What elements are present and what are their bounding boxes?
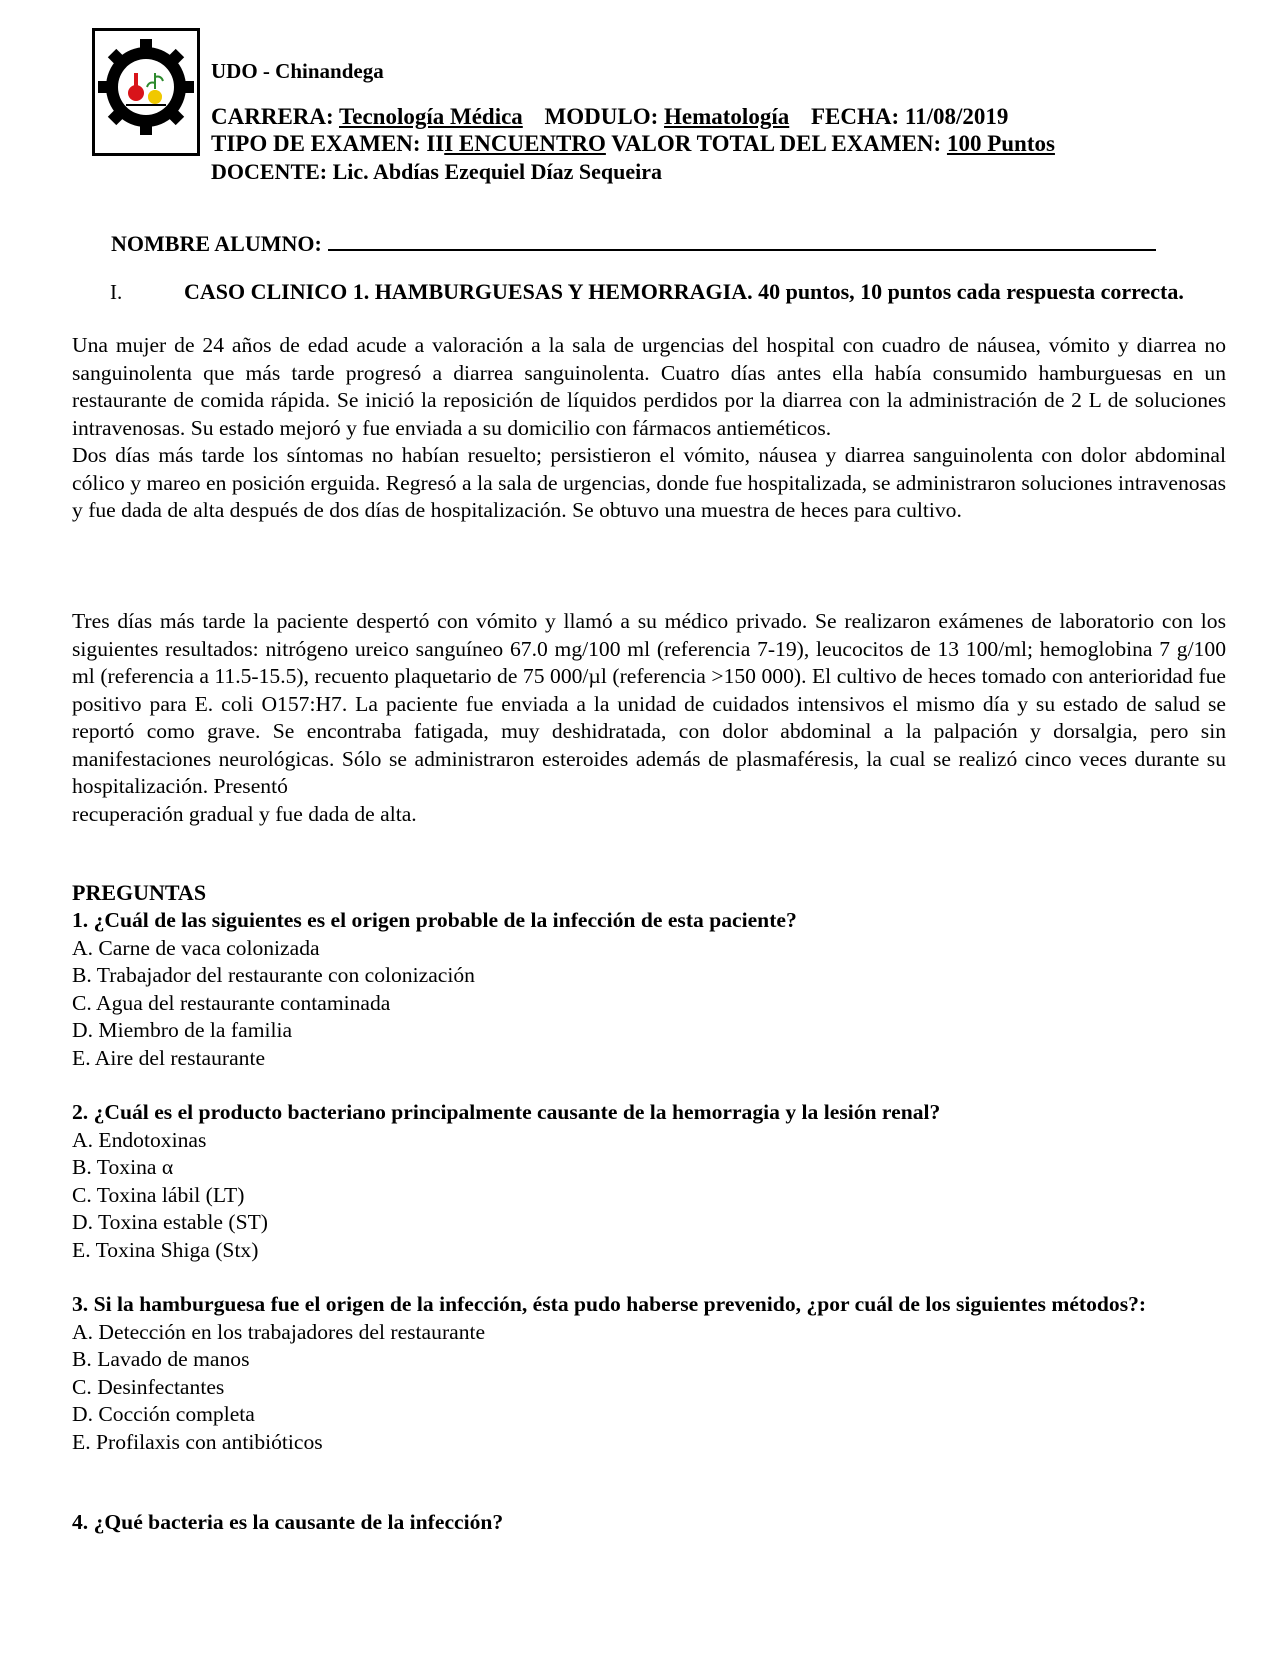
module-value: Hematología	[664, 104, 790, 129]
option-b[interactable]: B. Lavado de manos	[72, 1347, 250, 1372]
question-2	[72, 1099, 1226, 1265]
question-4	[72, 1509, 1226, 1537]
option-c[interactable]: C. Agua del restaurante contaminada	[72, 990, 391, 1015]
case-text	[72, 332, 1226, 525]
header-line-career	[211, 104, 1008, 130]
question-text: 3. Si la hamburguesa fue el origen de la infección, ésta pudo haberse prevenido, ¿por cuál de los siguientes métodos?:	[72, 1292, 1147, 1316]
module-label: MODULO:	[544, 104, 659, 129]
option-d[interactable]: D. Miembro de la familia	[72, 1018, 293, 1043]
questions-heading: PREGUNTAS	[72, 880, 207, 905]
university-logo	[92, 28, 200, 156]
student-name-row	[111, 231, 1156, 257]
option-b[interactable]: B. Trabajador del restaurante con colonización	[72, 963, 475, 988]
question-text: 4. ¿Qué bacteria es la causante de la infección?	[72, 1510, 504, 1534]
header-line-teacher	[211, 159, 662, 185]
exam-type-prefix: II	[426, 131, 445, 156]
exam-type-value: I ENCUENTRO	[444, 131, 606, 156]
total-label: VALOR TOTAL DEL EXAMEN:	[611, 131, 942, 156]
date-label: FECHA:	[810, 104, 900, 129]
institution-name: UDO - Chinandega	[211, 59, 384, 83]
total-value: 100 Puntos	[946, 131, 1055, 156]
option-c[interactable]: C. Desinfectantes	[72, 1374, 225, 1399]
option-b[interactable]: B. Toxina α	[72, 1155, 174, 1180]
option-d[interactable]: D. Toxina estable (ST)	[72, 1210, 268, 1235]
student-name-label: NOMBRE ALUMNO:	[111, 231, 322, 256]
question-text: 1. ¿Cuál de las siguientes es el origen probable de la infección de esta paciente?	[72, 908, 797, 932]
header-line-exam	[211, 131, 1055, 157]
option-e[interactable]: E. Aire del restaurante	[72, 1045, 266, 1070]
teacher-value: Lic. Abdías Ezequiel Díaz Sequeira	[332, 159, 663, 184]
case-paragraph-1: Una mujer de 24 años de edad acude a valoración a la sala de urgencias del hospital con cuadro de náusea, vómito y diarrea no sanguinolenta que más tarde progresó a diarrea sanguinolenta. Cuatro días antes ella había consumido hamburguesas en un restaurante de comida rápida. Se inició la reposición de líquidos perdidos por la diarrea con la administración de 2 L de soluciones intravenosas. Su estado mejoró y fue enviada a su domicilio con fármacos antieméticos.	[72, 333, 1226, 440]
career-label: CARRERA:	[211, 104, 334, 129]
career-value: Tecnología Médica	[339, 104, 523, 129]
option-e[interactable]: E. Profilaxis con antibióticos	[72, 1429, 323, 1454]
case-paragraph-2: Dos días más tarde los síntomas no habían resuelto; persistieron el vómito, náusea y diarrea sanguinolenta con dolor abdominal cólico y mareo en posición erguida. Regresó a la sala de urgencias, donde fue hospitalizada, se administraron soluciones intravenosas y fue dada de alta después de dos días de hospitalización. Se obtuvo una muestra de heces para cultivo.	[72, 443, 1226, 522]
seal-icon	[95, 31, 197, 153]
option-a[interactable]: A. Detección en los trabajadores del restaurante	[72, 1319, 486, 1344]
case-text-continued	[72, 608, 1226, 828]
section-title: CASO CLINICO 1. HAMBURGUESAS Y HEMORRAGIA. 40 puntos, 10 puntos cada respuesta correcta.	[184, 279, 1184, 304]
question-text: 2. ¿Cuál es el producto bacteriano principalmente causante de la hemorragia y la lesión renal?	[72, 1100, 941, 1124]
date-value: 11/08/2019	[904, 104, 1009, 129]
section-number: I.	[110, 280, 123, 304]
teacher-label: DOCENTE:	[211, 159, 328, 184]
case-paragraph-3: Tres días más tarde la paciente despertó con vómito y llamó a su médico privado. Se realizaron exámenes de laboratorio con los siguientes resultados: nitrógeno ureico sanguíneo 67.0 mg/100 ml (referencia 7-19), leucocitos de 13 100/ml; hemoglobina 7 g/100 ml (referencia a 11.5-15.5), recuento plaquetario de 75 000/µl (referencia >150 000). El cultivo de heces tomado con anterioridad fue positivo para E. coli O157:H7. La paciente fue enviada a la unidad de cuidados intensivos el mismo día y su estado de salud se reportó como grave. Se encontraba fatigada, muy deshidratada, con dolor abdominal a la palpación y dorsalgia, pero sin manifestaciones neurológicas. Sólo se administraron esteroides además de plasmaféresis, la cual se realizó cinco veces durante su hospitalización. Presentó	[72, 609, 1226, 798]
option-a[interactable]: A. Carne de vaca colonizada	[72, 935, 320, 960]
student-name-field[interactable]	[328, 231, 1156, 251]
option-c[interactable]: C. Toxina lábil (LT)	[72, 1182, 245, 1207]
option-e[interactable]: E. Toxina Shiga (Stx)	[72, 1237, 259, 1262]
case-paragraph-3-end: recuperación gradual y fue dada de alta.	[72, 801, 417, 826]
question-1	[72, 907, 1226, 1073]
question-3	[72, 1291, 1226, 1457]
option-d[interactable]: D. Cocción completa	[72, 1402, 255, 1427]
exam-type-label: TIPO DE EXAMEN:	[211, 131, 421, 156]
option-a[interactable]: A. Endotoxinas	[72, 1127, 207, 1152]
